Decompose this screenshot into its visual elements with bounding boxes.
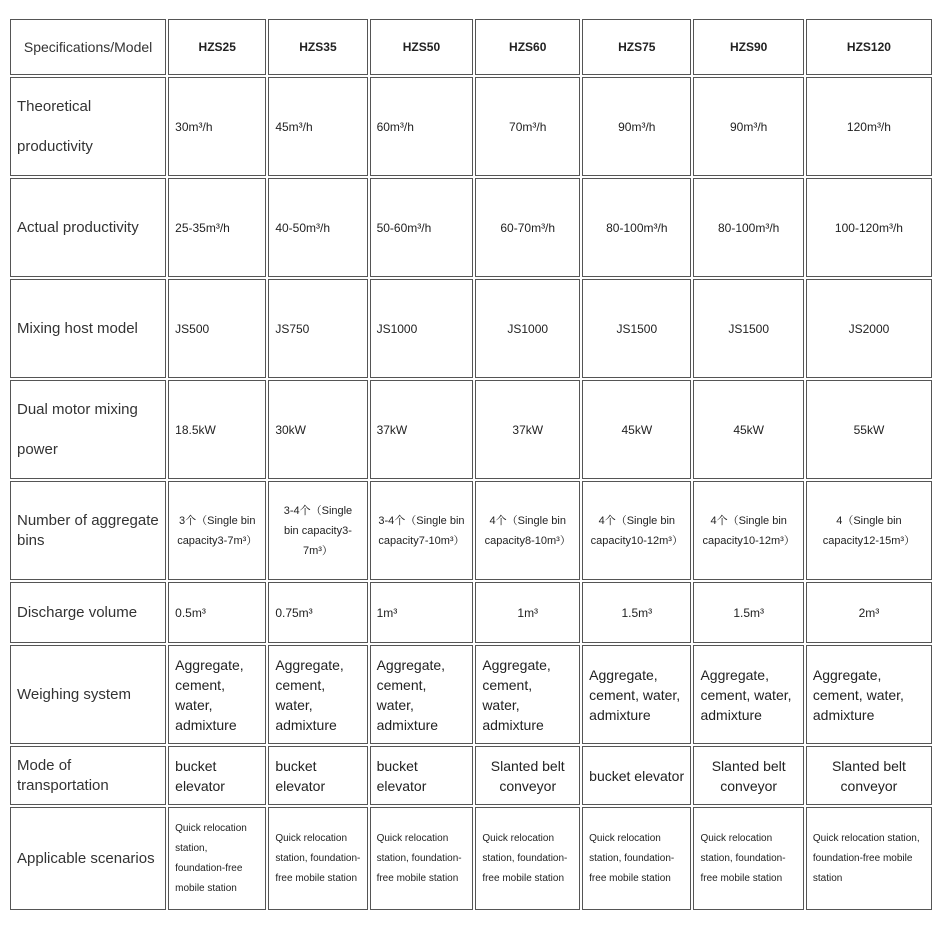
value-cell: 37kW: [475, 380, 580, 479]
value-cell: 1.5m³: [582, 582, 691, 643]
value-cell: 80-100m³/h: [693, 178, 803, 277]
value-cell: 1.5m³: [693, 582, 803, 643]
value-cell: bucket elevator: [582, 746, 691, 805]
value-cell: 1m³: [370, 582, 474, 643]
value-cell: JS2000: [806, 279, 932, 378]
value-cell: 45kW: [582, 380, 691, 479]
value-cell: 90m³/h: [582, 77, 691, 176]
value-cell: Aggregate, cement, water, admixture: [806, 645, 932, 744]
value-cell: Quick relocation station, foundation-free mobile station: [475, 807, 580, 910]
table-row: [10, 77, 932, 176]
row-label-cell: Actual productivity: [10, 178, 166, 277]
model-header-cell: HZS25: [168, 19, 266, 75]
value-cell: 18.5kW: [168, 380, 266, 479]
value-cell: 0.75m³: [268, 582, 367, 643]
value-cell: Slanted belt conveyor: [475, 746, 580, 805]
value-cell: 0.5m³: [168, 582, 266, 643]
value-cell: Aggregate, cement, water, admixture: [582, 645, 691, 744]
value-cell: 60-70m³/h: [475, 178, 580, 277]
table-row: [10, 645, 932, 744]
value-cell: 3-4个（Single bin capacity7-10m³）: [370, 481, 474, 580]
value-cell: 60m³/h: [370, 77, 474, 176]
value-cell: JS500: [168, 279, 266, 378]
value-cell: 3个（Single bin capacity3-7m³）: [168, 481, 266, 580]
model-header-cell: HZS35: [268, 19, 367, 75]
value-cell: 3-4个（Single bin capacity3-7m³）: [268, 481, 367, 580]
value-cell: Slanted belt conveyor: [693, 746, 803, 805]
value-cell: JS1500: [582, 279, 691, 378]
row-label-cell: Number of aggregate bins: [10, 481, 166, 580]
value-cell: bucket elevator: [168, 746, 266, 805]
value-cell: Quick relocation station, foundation-free mobile station: [168, 807, 266, 910]
table-row: [10, 279, 932, 378]
header-row: [10, 19, 932, 75]
value-cell: 4（Single bin capacity12-15m³）: [806, 481, 932, 580]
table-row: [10, 807, 932, 910]
model-header-cell: HZS50: [370, 19, 474, 75]
value-cell: JS1000: [475, 279, 580, 378]
value-cell: bucket elevator: [268, 746, 367, 805]
value-cell: 45kW: [693, 380, 803, 479]
model-header-cell: HZS75: [582, 19, 691, 75]
value-cell: 40-50m³/h: [268, 178, 367, 277]
value-cell: 45m³/h: [268, 77, 367, 176]
value-cell: Aggregate, cement, water, admixture: [693, 645, 803, 744]
value-cell: 30m³/h: [168, 77, 266, 176]
value-cell: 30kW: [268, 380, 367, 479]
value-cell: Aggregate, cement, water, admixture: [268, 645, 367, 744]
value-cell: JS1000: [370, 279, 474, 378]
value-cell: Quick relocation station, foundation-free mobile station: [582, 807, 691, 910]
value-cell: bucket elevator: [370, 746, 474, 805]
value-cell: 50-60m³/h: [370, 178, 474, 277]
row-label-cell: Mode of transportation: [10, 746, 166, 805]
table-row: [10, 178, 932, 277]
row-label-cell: Applicable scenarios: [10, 807, 166, 910]
model-header-cell: HZS90: [693, 19, 803, 75]
model-header-cell: HZS60: [475, 19, 580, 75]
value-cell: Quick relocation station, foundation-free mobile station: [370, 807, 474, 910]
value-cell: 25-35m³/h: [168, 178, 266, 277]
row-label-cell: Theoretical productivity: [10, 77, 166, 176]
value-cell: 80-100m³/h: [582, 178, 691, 277]
value-cell: Aggregate, cement, water, admixture: [370, 645, 474, 744]
value-cell: 55kW: [806, 380, 932, 479]
value-cell: Quick relocation station, foundation-free mobile station: [806, 807, 932, 910]
value-cell: 100-120m³/h: [806, 178, 932, 277]
value-cell: 70m³/h: [475, 77, 580, 176]
value-cell: Slanted belt conveyor: [806, 746, 932, 805]
table-row: [10, 380, 932, 479]
row-label-cell: Weighing system: [10, 645, 166, 744]
value-cell: 1m³: [475, 582, 580, 643]
value-cell: 120m³/h: [806, 77, 932, 176]
value-cell: JS750: [268, 279, 367, 378]
row-label-cell: Discharge volume: [10, 582, 166, 643]
value-cell: Aggregate, cement, water, admixture: [168, 645, 266, 744]
model-header-cell: HZS120: [806, 19, 932, 75]
value-cell: JS1500: [693, 279, 803, 378]
spec-header-cell: Specifications/Model: [10, 19, 166, 75]
table-row: [10, 582, 932, 643]
table-row: [10, 746, 932, 805]
value-cell: 4个（Single bin capacity8-10m³）: [475, 481, 580, 580]
specifications-table: [8, 17, 934, 912]
value-cell: 37kW: [370, 380, 474, 479]
value-cell: Quick relocation station, foundation-free mobile station: [268, 807, 367, 910]
value-cell: 4个（Single bin capacity10-12m³）: [693, 481, 803, 580]
row-label-cell: Dual motor mixing power: [10, 380, 166, 479]
value-cell: Aggregate, cement, water, admixture: [475, 645, 580, 744]
value-cell: Quick relocation station, foundation-free mobile station: [693, 807, 803, 910]
row-label-cell: Mixing host model: [10, 279, 166, 378]
value-cell: 2m³: [806, 582, 932, 643]
table-row: [10, 481, 932, 580]
value-cell: 90m³/h: [693, 77, 803, 176]
value-cell: 4个（Single bin capacity10-12m³）: [582, 481, 691, 580]
